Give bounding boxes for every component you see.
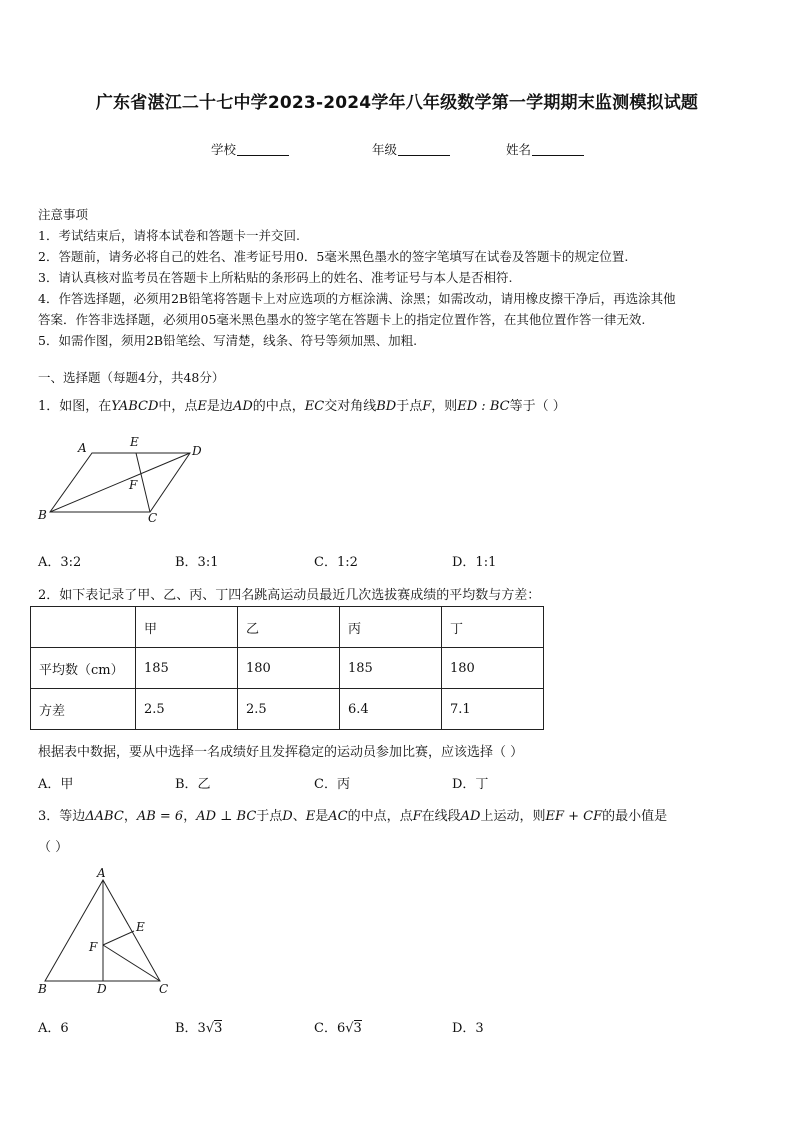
q3-math: ΔABC: [85, 809, 124, 824]
segment-fc: [103, 945, 160, 981]
q3-text: 是: [315, 809, 329, 824]
q1-text: 的中点，: [252, 399, 305, 414]
q3-option-d[interactable]: D．3: [452, 1021, 484, 1036]
table-cell: 2.5: [136, 689, 238, 730]
q1-option-b[interactable]: B．3:1: [175, 555, 219, 570]
note-line: 答案．作答非选择题，必须用05毫米黑色墨水的签字笔在答题卡上的指定位置作答，在其他位置作答一律无效.: [38, 312, 646, 327]
q3-option-c[interactable]: [314, 1017, 362, 1036]
q3-option-b[interactable]: [175, 1017, 222, 1036]
q1-text: ，则: [431, 399, 458, 414]
note-line: 2．答题前，请务必将自己的姓名、准考证号用0．5毫米黑色墨水的签字笔填写在试卷及答题卡的规定位置.: [38, 249, 629, 264]
q3-math: AB = 6: [136, 809, 184, 824]
label-e: E: [130, 435, 139, 449]
q3-text: ，: [123, 809, 137, 824]
name-label: 姓名: [506, 142, 532, 157]
notes-heading: 注意事项: [38, 207, 89, 222]
q3-text: 上运动，则: [480, 809, 546, 824]
label-d: D: [192, 444, 202, 458]
table-cell: 方差: [31, 689, 136, 730]
sqrt-icon: √: [345, 1021, 354, 1036]
q1-math: BD: [376, 399, 397, 414]
q1-option-a[interactable]: A．3:2: [38, 555, 82, 570]
q3-text: 、: [292, 809, 306, 824]
label-b: B: [38, 982, 47, 996]
q3-math: E: [305, 809, 316, 824]
label-a: A: [97, 866, 106, 880]
note-line: 3．请认真核对监考员在答题卡上所粘贴的条形码上的姓名、准考证号与本人是否相符.: [38, 270, 513, 285]
label-c: C: [148, 511, 158, 525]
q3-text: 于点: [256, 809, 283, 824]
q3-math: D: [282, 809, 293, 824]
grade-label: 年级: [372, 142, 398, 157]
q3-option-c-radicand: 3: [353, 1021, 362, 1036]
q1-text: 于点: [396, 399, 423, 414]
label-a: A: [78, 441, 87, 455]
q1-math: F: [422, 399, 432, 414]
q3-math: AD ⊥ BC: [196, 809, 257, 824]
q3-paren: （ ）: [38, 840, 69, 855]
note-line: 4．作答选择题，必须用2B铅笔将答题卡上对应选项的方框涂满、涂黑；如需改动，请用橡皮擦干净后，再选涂其他: [38, 291, 676, 306]
label-b: B: [38, 508, 47, 522]
note-line: 1．考试结束后，请将本试卷和答题卡一并交回.: [38, 228, 300, 243]
table-cell: 甲: [136, 607, 238, 648]
q1-text: 交对角线: [324, 399, 377, 414]
q2-follow-text: 根据表中数据，要从中选择一名成绩好且发挥稳定的运动员参加比赛，应该选择（ ）: [38, 745, 524, 760]
q3-option-a[interactable]: A．6: [38, 1021, 69, 1036]
q2-option-b[interactable]: B．乙: [175, 777, 211, 792]
q1-text: 等于（ ）: [509, 399, 566, 414]
table-cell: 6.4: [340, 689, 442, 730]
table-cell: 180: [238, 648, 340, 689]
q2-option-a[interactable]: A．甲: [38, 777, 74, 792]
segment-fe: [103, 931, 134, 945]
q1-option-c[interactable]: C．1:2: [314, 555, 358, 570]
school-label: 学校: [211, 142, 237, 157]
q1-text: 中，点: [158, 399, 198, 414]
label-c: C: [159, 982, 169, 996]
q2-option-d[interactable]: D．丁: [452, 777, 489, 792]
q3-option-b-radicand: 3: [214, 1021, 223, 1036]
q3-text: 3．等边: [38, 809, 86, 824]
table-cell: 185: [136, 648, 238, 689]
q3-text: 的最小值是: [602, 809, 668, 824]
q3-math: AC: [328, 809, 348, 824]
table-cell: 丙: [340, 607, 442, 648]
label-e: E: [136, 920, 145, 934]
q1-math: AD: [232, 399, 253, 414]
label-f: F: [89, 940, 98, 954]
q1-math: ED : BC: [457, 399, 510, 414]
table-cell: 平均数（cm）: [31, 648, 136, 689]
table-cell: 丁: [442, 607, 544, 648]
q3-text: 在线段: [421, 809, 461, 824]
q3-math: AD: [460, 809, 481, 824]
table-cell: 7.1: [442, 689, 544, 730]
q1-math: E: [197, 399, 207, 414]
page-title: 广东省湛江二十七中学2023-2024学年八年级数学第一学期期末监测模拟试题: [95, 93, 699, 113]
q3-option-b-text: B．3: [175, 1021, 206, 1036]
q1-option-d[interactable]: D．1:1: [452, 555, 497, 570]
q1-text: 是边: [206, 399, 233, 414]
label-d: D: [97, 982, 107, 996]
q3-text: 的中点，点: [347, 809, 413, 824]
q2-stem: 2．如下表记录了甲、乙、丙、丁四名跳高运动员最近几次选拔赛成绩的平均数与方差：: [38, 588, 541, 603]
table-cell: 185: [340, 648, 442, 689]
q3-text: ，: [183, 809, 197, 824]
section-heading: 一、选择题（每题4分，共48分）: [38, 370, 225, 385]
table-cell: 180: [442, 648, 544, 689]
sqrt-icon: √: [205, 1021, 215, 1036]
q1-math: EC: [304, 399, 325, 414]
q3-math: F: [412, 809, 422, 824]
q1-text: 1．如图，在: [38, 399, 112, 414]
label-f: F: [129, 478, 138, 492]
table-cell: 乙: [238, 607, 340, 648]
q2-option-c[interactable]: C．丙: [314, 777, 350, 792]
q3-option-c-text: C．6: [314, 1021, 346, 1036]
table-cell: 2.5: [238, 689, 340, 730]
note-line: 5．如需作图，须用2B铅笔绘、写清楚，线条、符号等须加黑、加粗.: [38, 333, 418, 348]
q3-math: EF + CF: [545, 809, 603, 824]
q1-math: YABCD: [111, 399, 159, 414]
